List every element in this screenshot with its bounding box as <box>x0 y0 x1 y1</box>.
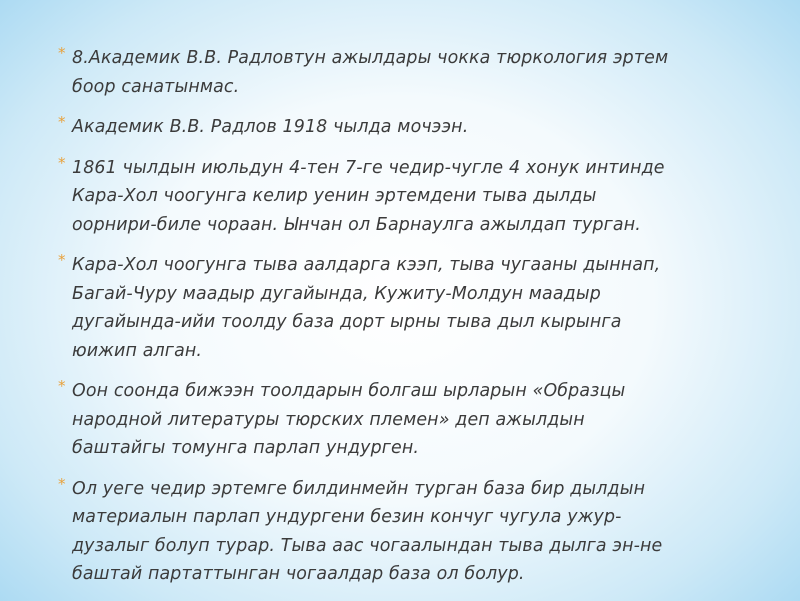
bullet-text-line: баштайгы томунга парлап ундурген. <box>72 438 420 458</box>
bullet-text-line: 1861 чылдын июльдун 4-тен 7-ге чедир-чугле 4 хонук интинде <box>72 157 665 178</box>
bullet-text-line: Ол уеге чедир эртемге билдинмейн турган база бир дылдын <box>72 478 646 499</box>
slide <box>40 0 770 600</box>
bullet-text-line: народной литературы тюрских племен» деп ажылдын <box>72 409 585 430</box>
bullet-paragraph <box>58 113 770 142</box>
bullet-marker-icon: * <box>58 44 66 62</box>
bullet-text-line: дугайында-ийи тоолду база дорт ырны тыва дыл кырынга <box>72 312 622 332</box>
bullet-text-line: 8.Академик В.В. Радловтун ажылдары чокка тюркология эртем <box>72 48 669 68</box>
bullet-text-line: Академик В.В. Радлов 1918 чылда мочээн. <box>72 117 469 137</box>
bullet-paragraph <box>58 251 770 365</box>
bullet-paragraph <box>58 44 770 101</box>
bullet-text-line: материалын парлап ундургени безин кончуг чугула ужур- <box>72 507 622 527</box>
bullet-text-line: юижип алган. <box>72 340 203 361</box>
bullet-marker-icon: * <box>58 113 66 131</box>
bullet-paragraph <box>58 377 770 463</box>
bullet-text-line: оорнири-биле чораан. Ынчан ол Барнаулга ажылдап турган. <box>72 214 641 235</box>
bullet-paragraph <box>58 153 770 240</box>
bullet-list <box>58 44 770 601</box>
bullet-marker-icon: * <box>58 377 66 395</box>
bullet-marker-icon: * <box>58 153 66 172</box>
bullet-text-line: боор санатынмас. <box>72 76 240 97</box>
bullet-text-line: Кара-Хол чоогунга тыва аалдарга кээп, тыва чугааны дыннап, <box>72 255 661 275</box>
bullet-text-line: баштай партаттынган чогаалдар база ол болур. <box>72 564 525 584</box>
bullet-text-line: Кара-Хол чоогунга келир уенин эртемдени тыва дылды <box>72 186 597 206</box>
bullet-marker-icon: * <box>58 251 66 269</box>
bullet-paragraph <box>58 474 770 589</box>
bullet-text-line: Багай-Чуру маадыр дугайында, Кужиту-Молдун маадыр <box>72 283 601 304</box>
bullet-text-line: Оон соонда бижээн тоолдарын болгаш ырларын «Образцы <box>72 381 626 401</box>
bullet-text-line: дузалыг болуп турар. Тыва аас чогаалындан тыва дылга эн-не <box>72 535 663 556</box>
bullet-marker-icon: * <box>58 474 66 493</box>
